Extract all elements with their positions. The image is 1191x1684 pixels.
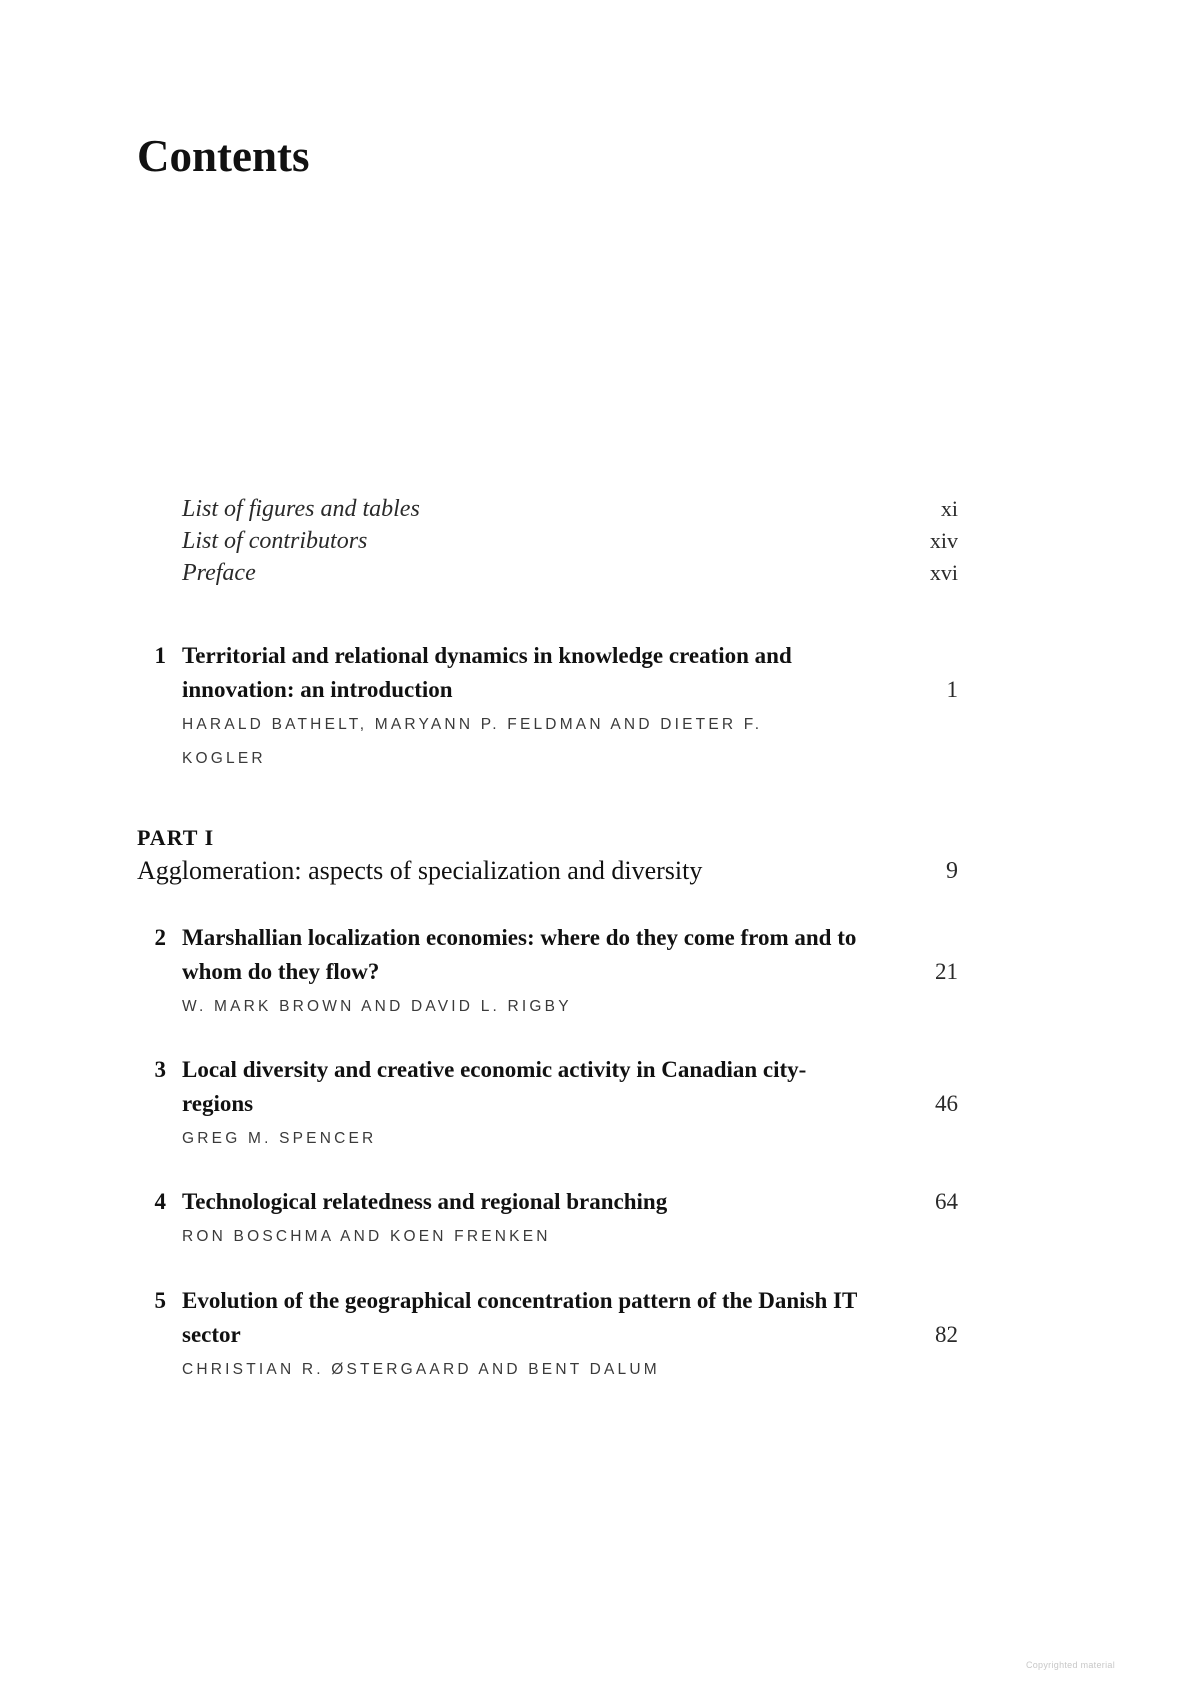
chapter-number: 5 xyxy=(154,1288,166,1313)
toc-entry-figures-tables[interactable] xyxy=(182,494,958,524)
chapter-title: Territorial and relational dynamics in knowledge creation and innovation: an introduction xyxy=(182,643,792,702)
chapter-authors: HARALD BATHELT, MARYANN P. FELDMAN AND DIETER F. KOGLER xyxy=(182,716,763,767)
chapter-authors: GREG M. SPENCER xyxy=(182,1130,377,1147)
copyright-watermark: Copyrighted material xyxy=(1025,1660,1115,1670)
chapter-number: 1 xyxy=(154,643,166,668)
chapter-page: 1 xyxy=(946,677,958,702)
toc-entry-page: xvi xyxy=(929,560,958,585)
chapter-page: 64 xyxy=(935,1189,958,1214)
toc-entry-contributors[interactable] xyxy=(182,526,958,556)
page-title: Contents xyxy=(137,131,310,181)
chapter-number: 3 xyxy=(154,1057,166,1082)
chapter-number: 4 xyxy=(154,1189,166,1214)
part-page: 9 xyxy=(946,858,958,884)
chapter-authors: CHRISTIAN R. ØSTERGAARD AND BENT DALUM xyxy=(182,1361,660,1378)
part-title[interactable]: Agglomeration: aspects of specialization and diversity xyxy=(137,856,703,885)
chapter-page: 46 xyxy=(935,1091,958,1116)
chapter-page: 82 xyxy=(935,1322,958,1347)
chapter-authors: RON BOSCHMA AND KOEN FRENKEN xyxy=(182,1228,551,1245)
chapter-number: 2 xyxy=(154,925,166,950)
chapter-authors: W. MARK BROWN AND DAVID L. RIGBY xyxy=(182,998,572,1015)
chapter-title: Evolution of the geographical concentration pattern of the Danish IT sector xyxy=(182,1288,857,1347)
chapter-title: Technological relatedness and regional branching xyxy=(182,1189,668,1214)
toc-entry-preface[interactable] xyxy=(182,558,958,588)
toc-entry-page: xiv xyxy=(929,528,958,553)
toc-entry-label: List of contributors xyxy=(182,528,368,554)
toc-entry-label: Preface xyxy=(182,560,256,586)
chapter-title: Marshallian localization economies: where do they come from and to whom do they flow? xyxy=(182,925,857,984)
toc-entry-page: xi xyxy=(940,496,958,521)
chapter-page: 21 xyxy=(935,959,958,984)
part-label: PART I xyxy=(137,825,215,850)
toc-entry-label: List of figures and tables xyxy=(182,496,420,522)
chapter-title: Local diversity and creative economic activity in Canadian city-regions xyxy=(182,1057,807,1116)
